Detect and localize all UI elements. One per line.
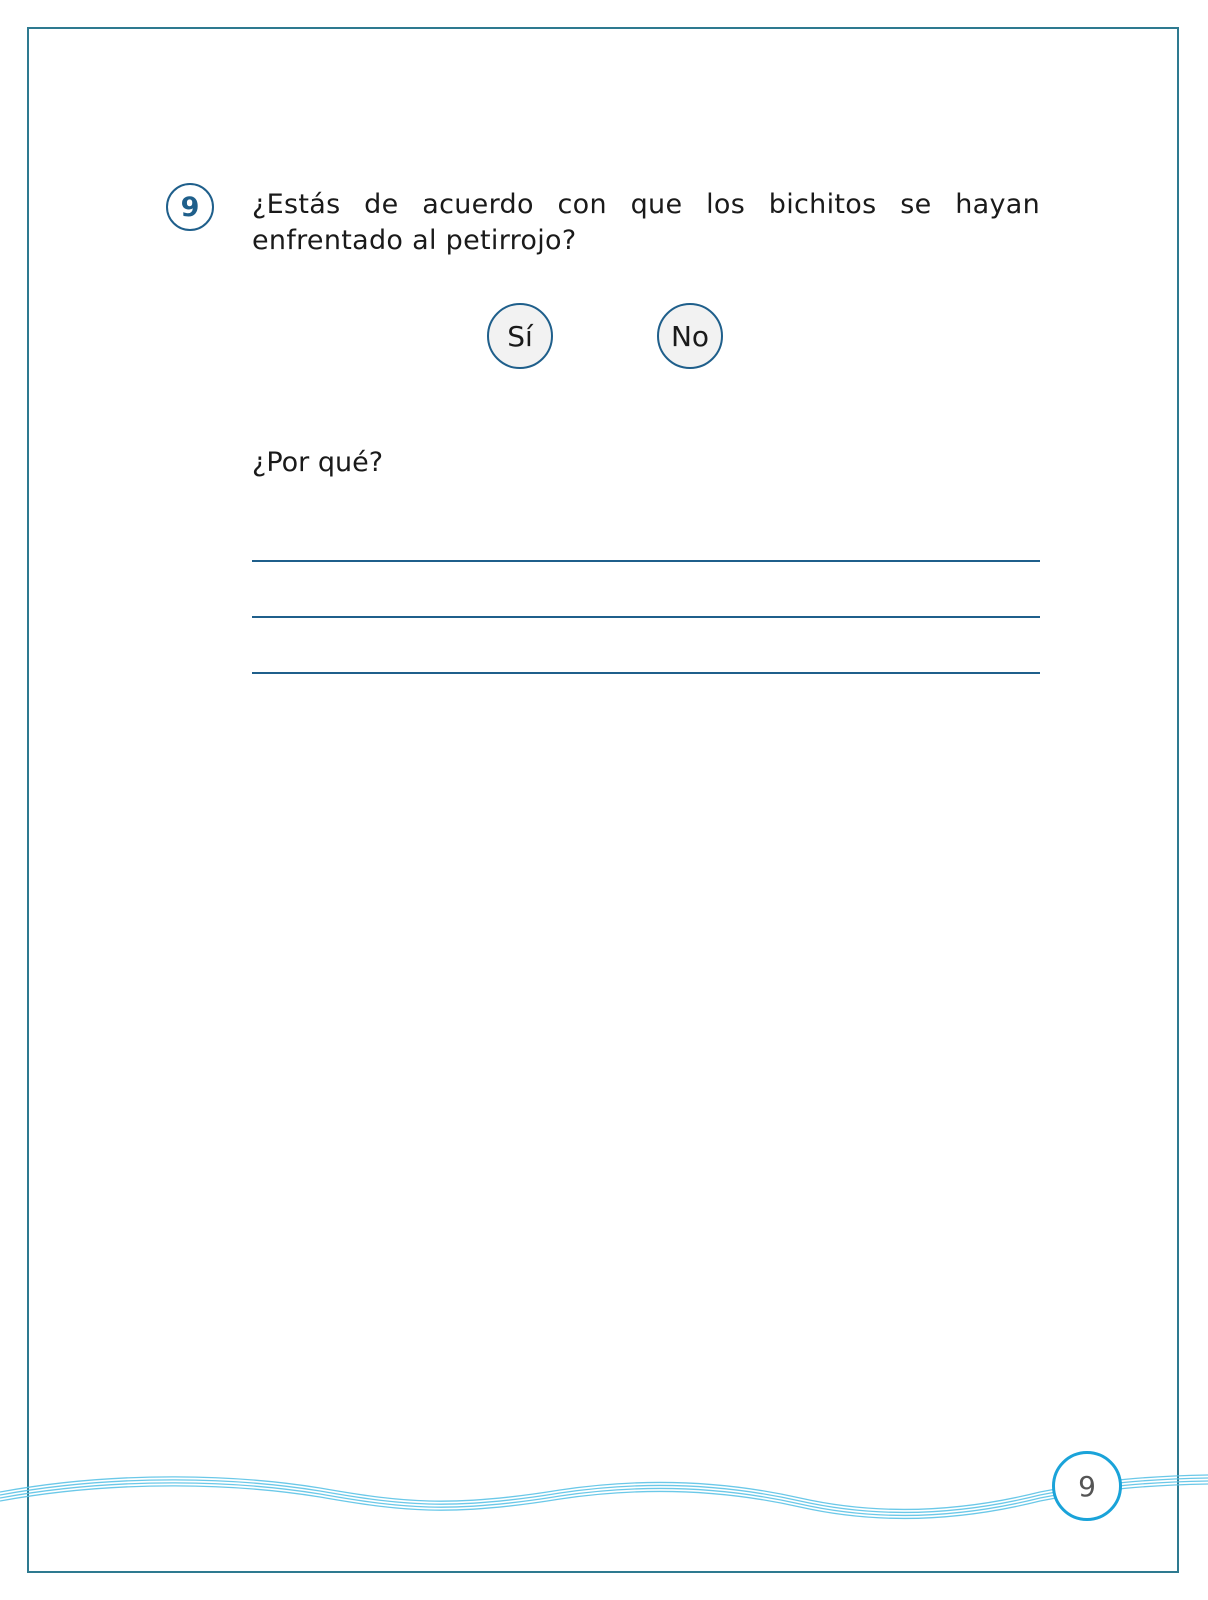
question-text: ¿Estás de acuerdo con que los bichitos se hayan enfrentado al petirrojo? bbox=[252, 189, 1040, 256]
why-label: ¿Por qué? bbox=[252, 447, 384, 478]
page-number-badge bbox=[1052, 1451, 1122, 1521]
question-number-badge bbox=[166, 183, 214, 231]
no-option-label: No bbox=[670, 319, 710, 353]
decorative-wave bbox=[0, 1440, 1208, 1540]
no-option[interactable] bbox=[657, 303, 723, 369]
yes-option[interactable] bbox=[487, 303, 553, 369]
question-number: 9 bbox=[180, 191, 200, 223]
answer-line[interactable] bbox=[252, 560, 1040, 562]
answer-line[interactable] bbox=[252, 616, 1040, 618]
yes-option-label: Sí bbox=[507, 319, 533, 353]
page-number: 9 bbox=[1078, 1469, 1096, 1503]
answer-line[interactable] bbox=[252, 672, 1040, 674]
